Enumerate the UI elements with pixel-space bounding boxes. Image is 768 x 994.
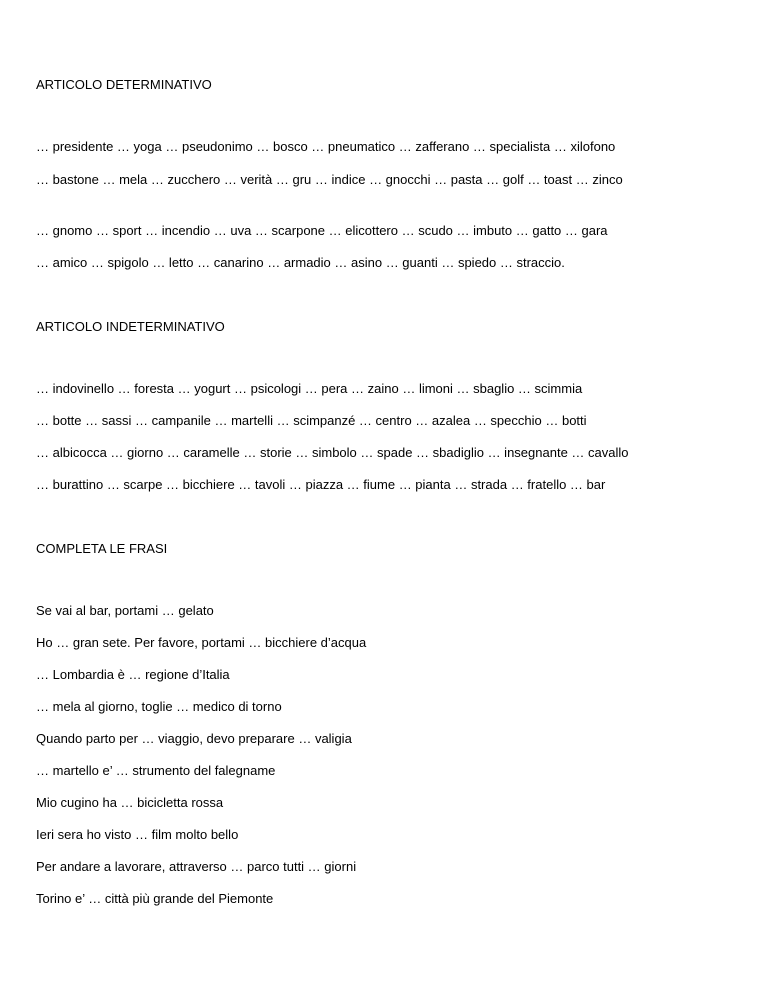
exercise-line: … indovinello … foresta … yogurt … psicologi … pera … zaino … limoni … sbaglio … scimmia <box>36 381 583 396</box>
sentence-line: Quando parto per … viaggio, devo preparare … valigia <box>36 731 352 746</box>
sentence-line: … martello e’ … strumento del falegname <box>36 763 276 778</box>
sentence-line: Torino e’ … città più grande del Piemonte <box>36 891 274 906</box>
sentence-line: Per andare a lavorare, attraverso … parco tutti … giorni <box>36 859 357 874</box>
exercise-line: … amico … spigolo … letto … canarino … armadio … asino … guanti … spiedo … straccio. <box>36 255 565 270</box>
sentence-line: Ieri sera ho visto … film molto bello <box>36 827 239 842</box>
exercise-line: … bastone … mela … zucchero … verità … gru … indice … gnocchi … pasta … golf … toast … zinco <box>36 172 623 187</box>
exercise-line: … burattino … scarpe … bicchiere … tavoli … piazza … fiume … pianta … strada … fratello … bar <box>36 477 606 492</box>
exercise-line: … botte … sassi … campanile … martelli … scimpanzé … centro … azalea … specchio … botti <box>36 413 587 428</box>
sentence-line: … Lombardia è … regione d’Italia <box>36 667 230 682</box>
sentence-line: Ho … gran sete. Per favore, portami … bicchiere d’acqua <box>36 635 367 650</box>
exercise-line: … gnomo … sport … incendio … uva … scarpone … elicottero … scudo … imbuto … gatto … gara <box>36 223 608 238</box>
sentence-line: Mio cugino ha … bicicletta rossa <box>36 795 224 810</box>
exercise-line: … albicocca … giorno … caramelle … storie … simbolo … spade … sbadiglio … insegnante … cavallo <box>36 445 629 460</box>
sentence-line: Se vai al bar, portami … gelato <box>36 603 214 618</box>
heading-articolo-determinativo: ARTICOLO DETERMINATIVO <box>36 77 212 92</box>
sentence-line: … mela al giorno, toglie … medico di torno <box>36 699 282 714</box>
exercise-line: … presidente … yoga … pseudonimo … bosco … pneumatico … zafferano … specialista … xilofono <box>36 139 616 154</box>
heading-completa-le-frasi: COMPLETA LE FRASI <box>36 541 168 556</box>
heading-articolo-indeterminativo: ARTICOLO INDETERMINATIVO <box>36 319 225 334</box>
